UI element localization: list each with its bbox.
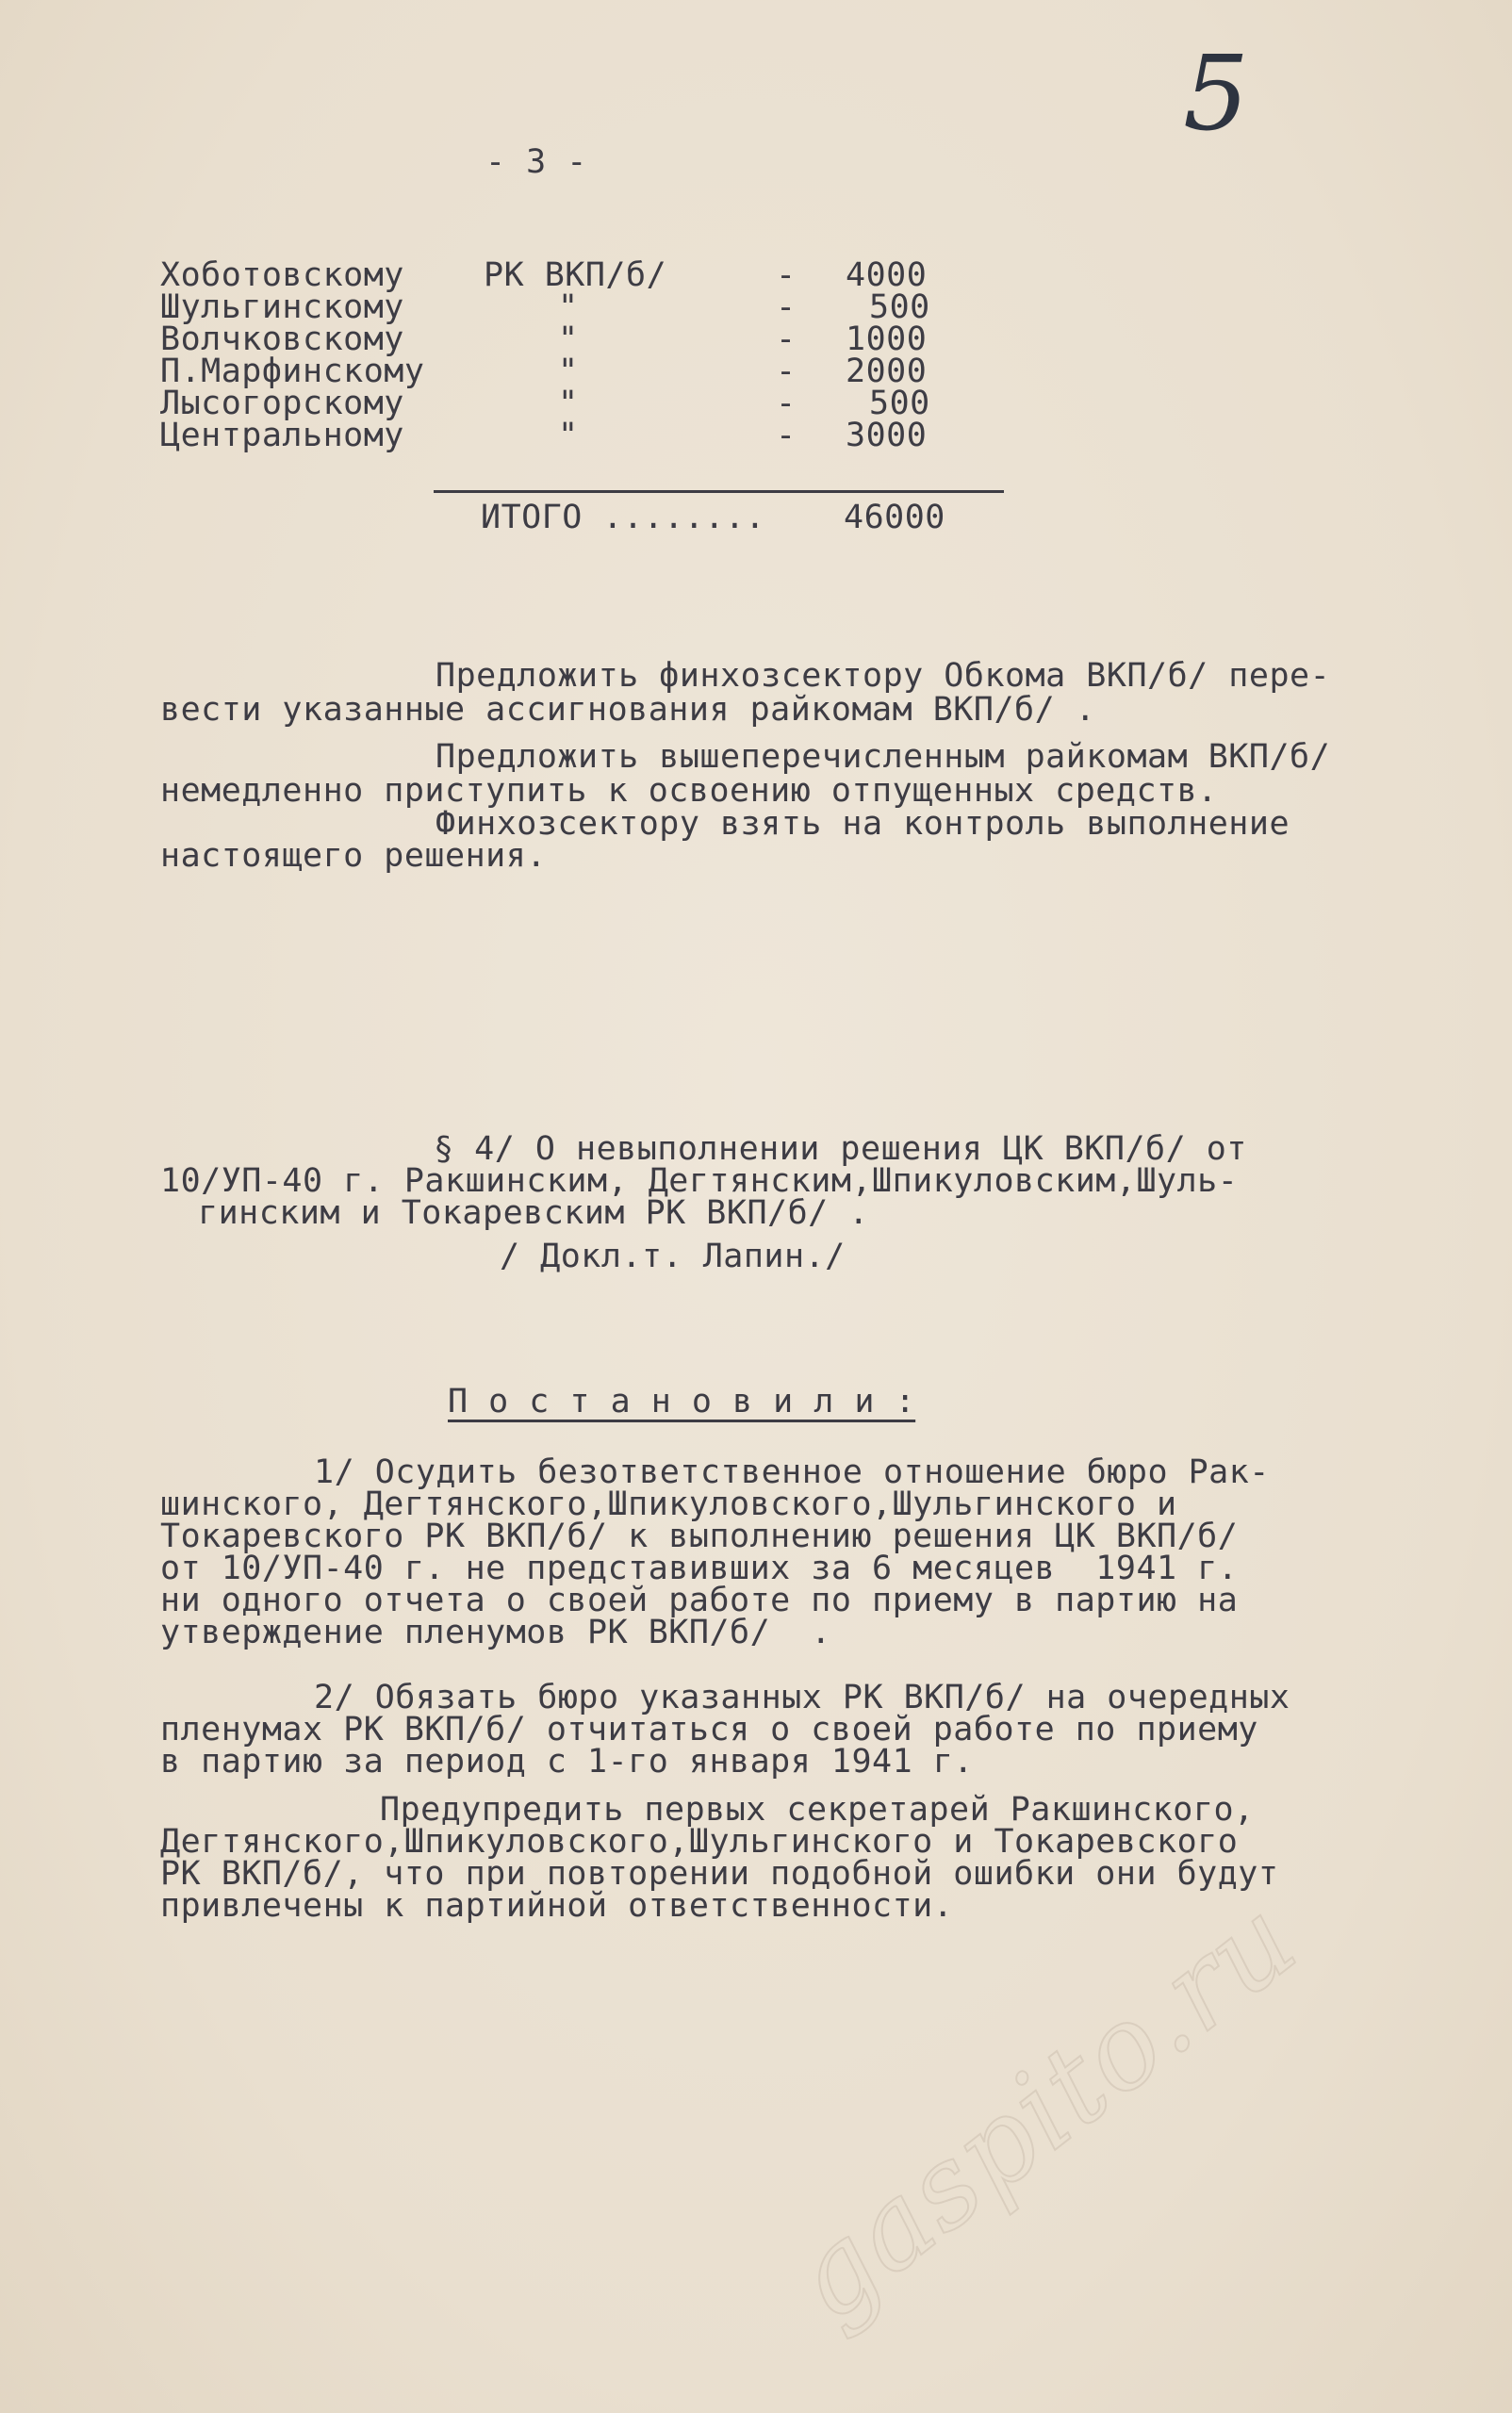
dash: - bbox=[776, 353, 797, 390]
total-amount: 46000 bbox=[844, 499, 945, 536]
organization: " bbox=[558, 320, 579, 358]
speaker-line: / Докл.т. Лапин./ bbox=[500, 1238, 846, 1275]
text-line: Предупредить первых секретарей Ракшинского, bbox=[380, 1791, 1255, 1829]
text-line: настоящего решения. bbox=[160, 837, 547, 875]
recipient-name: Хоботовскому bbox=[160, 256, 404, 294]
organization: РК ВКП/б/ bbox=[484, 256, 667, 294]
dash: - bbox=[776, 288, 797, 326]
amount: 500 bbox=[869, 385, 930, 422]
text-line: ни одного отчета о своей работе по приему в партию на bbox=[160, 1582, 1239, 1619]
handwritten-page-number: 5 bbox=[1183, 33, 1249, 154]
recipient-name: Волчковскому bbox=[160, 320, 404, 358]
amount: 3000 bbox=[846, 417, 928, 454]
recipient-name: Шульгинскому bbox=[160, 288, 404, 326]
recipient-name: Лысогорскому bbox=[160, 385, 404, 422]
recipient-name: П.Марфинскому bbox=[160, 353, 425, 390]
text-line: 2/ Обязать бюро указанных РК ВКП/б/ на очередных bbox=[314, 1679, 1290, 1716]
text-line: пленумах РК ВКП/б/ отчитаться о своей работе по приему bbox=[160, 1711, 1258, 1748]
page-number: - 3 - bbox=[485, 143, 587, 181]
text-line: в партию за период с 1-го января 1941 г. bbox=[160, 1743, 974, 1781]
text-line: от 10/УП-40 г. не представивших за 6 месяцев 1941 г. bbox=[160, 1550, 1239, 1587]
text-line: вести указанные ассигнования райкомам ВКП/б/ . bbox=[160, 691, 1096, 729]
amount: 2000 bbox=[846, 353, 928, 390]
text-line: Дегтянского,Шпикуловского,Шульгинского и Токаревского bbox=[160, 1823, 1239, 1861]
dash: - bbox=[776, 417, 797, 454]
watermark: gaspito.ru bbox=[767, 1873, 1322, 2346]
text-line: немедленно приступить к освоению отпущенных средств. bbox=[160, 772, 1218, 810]
dash: - bbox=[776, 256, 797, 294]
text-line: 1/ Осудить безответственное отношение бюро Рак- bbox=[314, 1453, 1270, 1491]
text-line: § 4/ О невыполнении решения ЦК ВКП/б/ от bbox=[434, 1130, 1247, 1168]
organization: " bbox=[558, 385, 579, 422]
text-line: 10/УП-40 г. Ракшинским, Дегтянским,Шпикуловским,Шуль- bbox=[160, 1162, 1239, 1200]
amount: 4000 bbox=[846, 256, 928, 294]
text-line: РК ВКП/б/, что при повторении подобной ошибки они будут bbox=[160, 1855, 1279, 1893]
dash: - bbox=[776, 385, 797, 422]
text-line: утверждение пленумов РК ВКП/б/ . bbox=[160, 1614, 831, 1651]
text-line: Токаревского РК ВКП/б/ к выполнению решения ЦК ВКП/б/ bbox=[160, 1518, 1239, 1555]
text-line: Предложить финхозсектору Обкома ВКП/б/ пере- bbox=[436, 657, 1331, 695]
organization: " bbox=[558, 353, 579, 390]
organization: " bbox=[558, 417, 579, 454]
recipient-name: Центральному bbox=[160, 417, 404, 454]
total-label: ИТОГО ........ bbox=[481, 499, 766, 536]
resolved-heading: П о с т а н о в и л и : bbox=[448, 1383, 916, 1420]
text-line: Финхозсектору взять на контроль выполнение bbox=[436, 805, 1290, 843]
dash: - bbox=[776, 320, 797, 358]
text-line: гинским и Токаревским РК ВКП/б/ . bbox=[198, 1194, 869, 1232]
text-line: шинского, Дегтянского,Шпикуловского,Шульгинского и bbox=[160, 1486, 1177, 1523]
text-line: привлечены к партийной ответственности. bbox=[160, 1887, 954, 1925]
amount: 1000 bbox=[846, 320, 928, 358]
text-line: Предложить вышеперечисленным райкомам ВКП/б/ bbox=[436, 738, 1331, 776]
amount: 500 bbox=[869, 288, 930, 326]
total-divider-line bbox=[434, 490, 1004, 493]
organization: " bbox=[558, 288, 579, 326]
